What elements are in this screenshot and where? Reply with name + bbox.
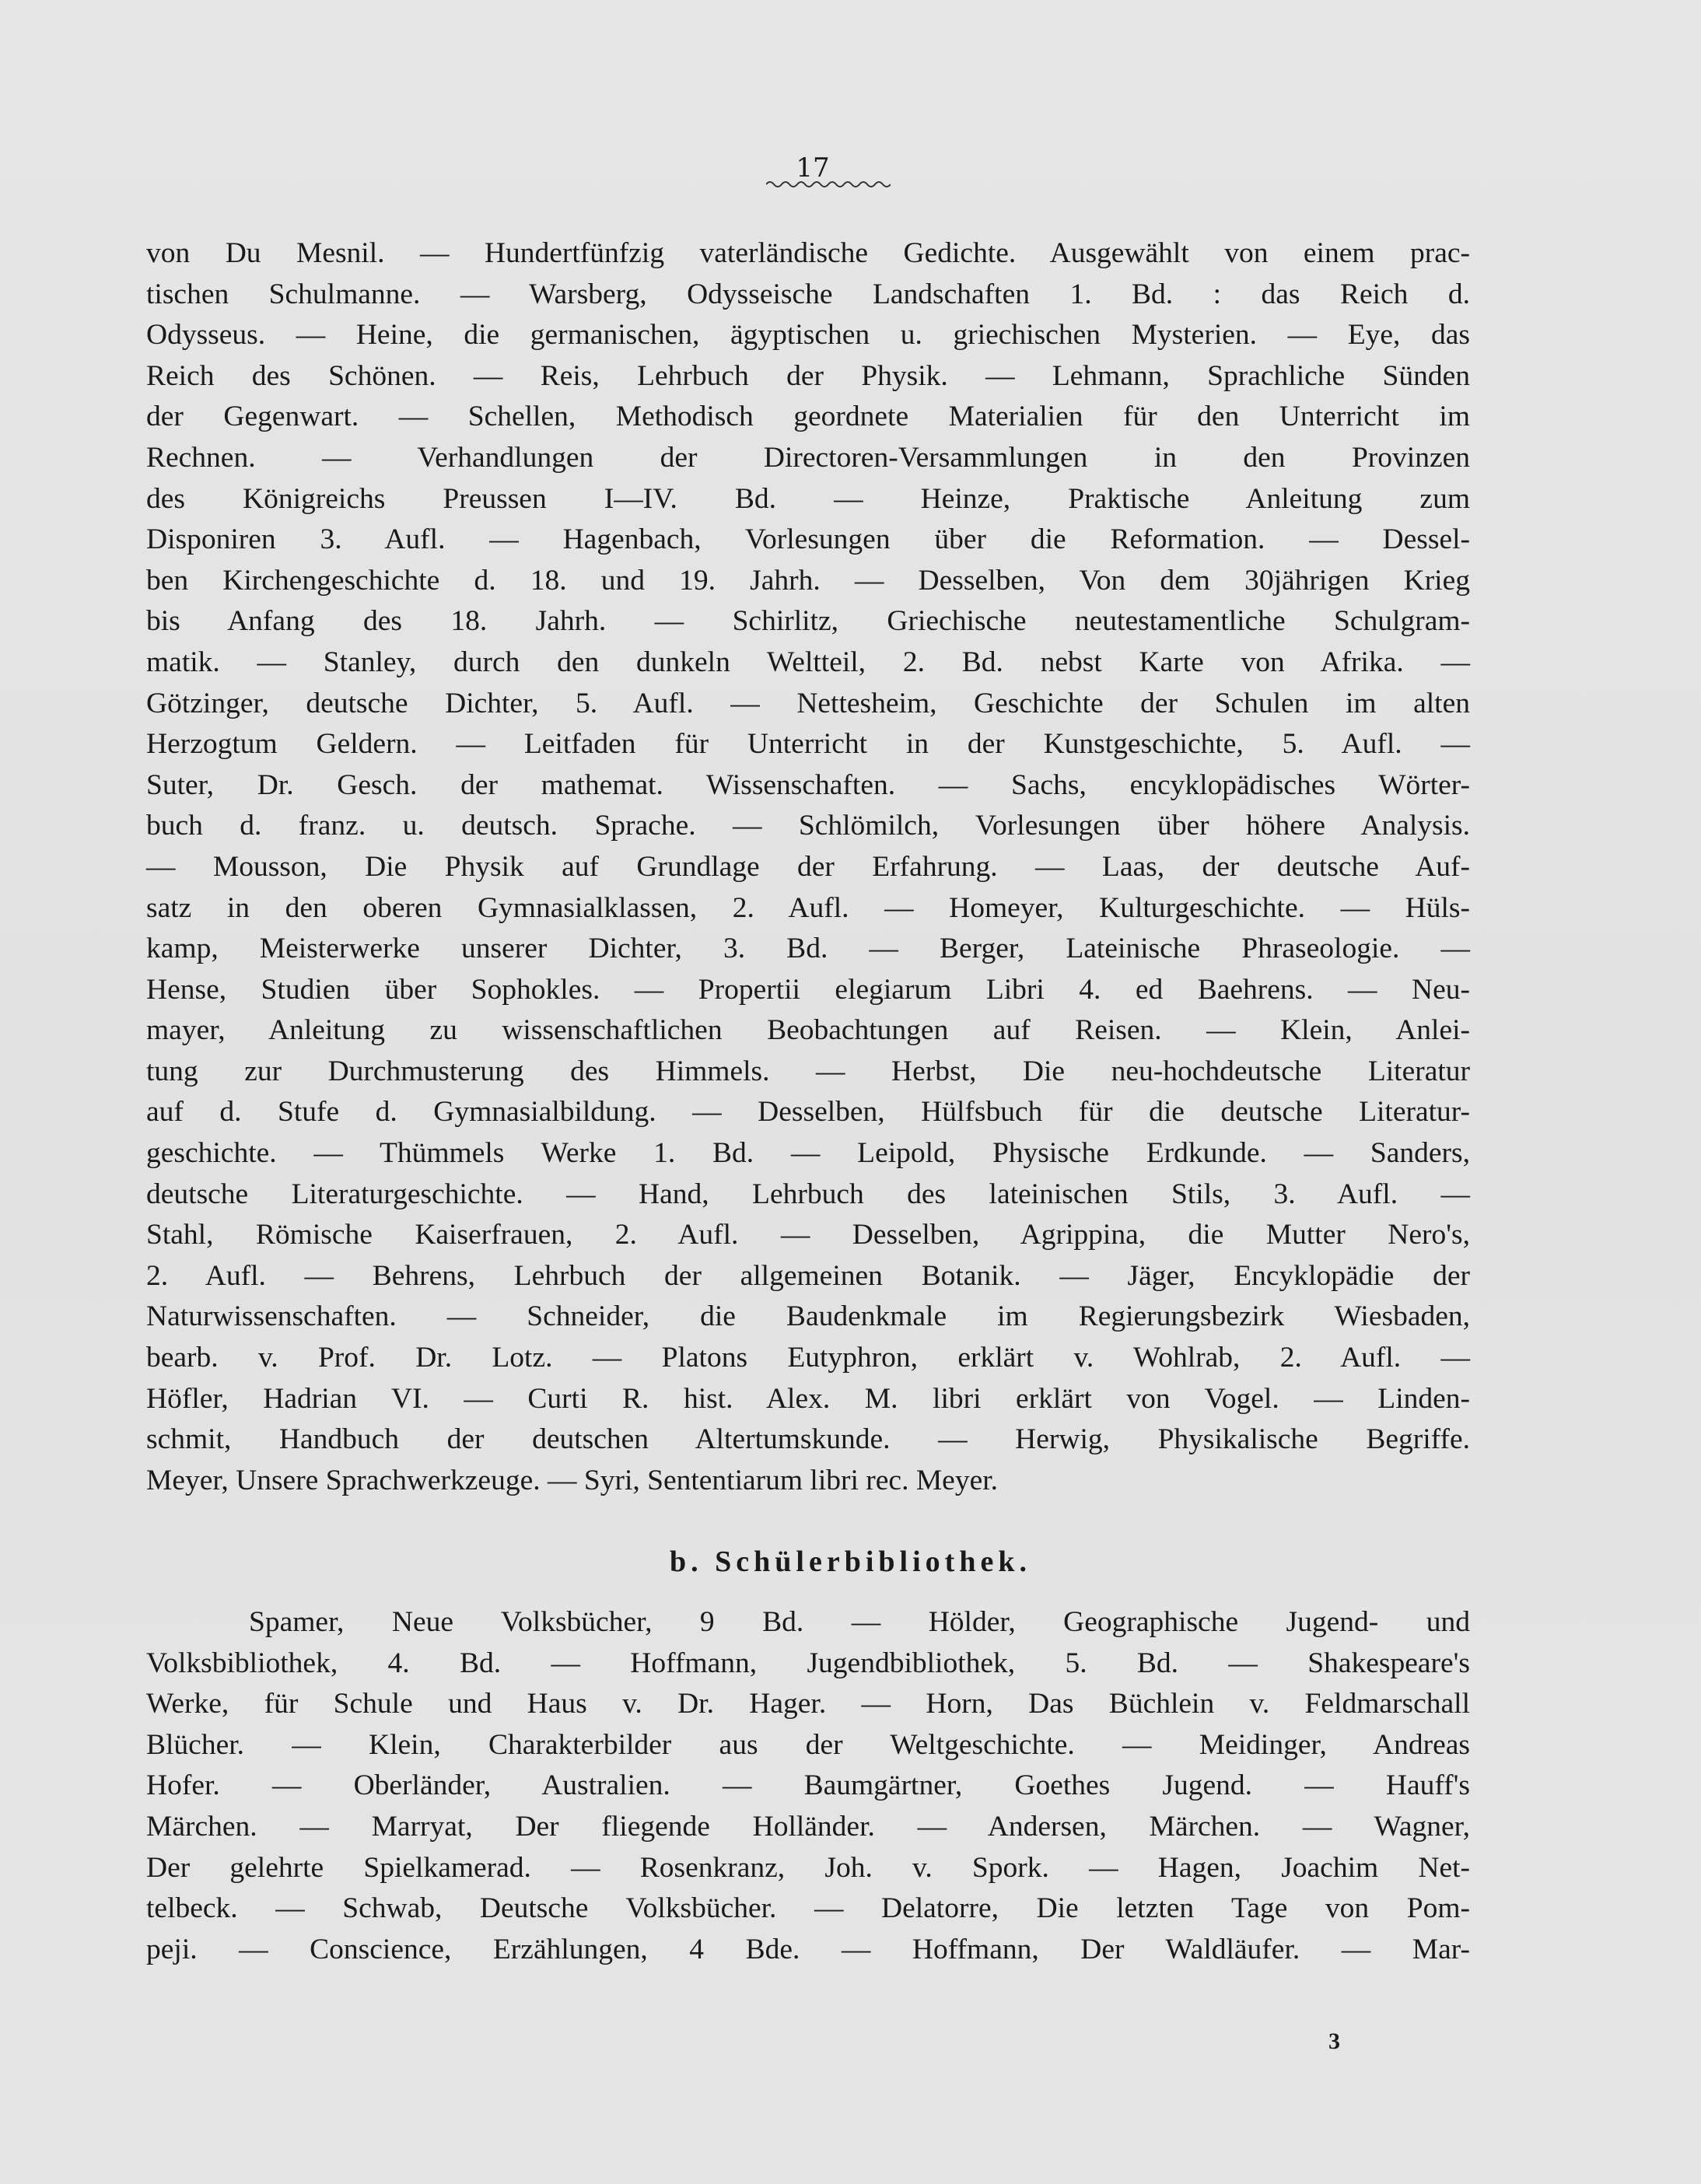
- text-line: matik. — Stanley, durch den dunkeln Weltteil, 2. Bd. nebst Karte von Afrika. —: [146, 646, 1470, 678]
- text-line: satz in den oberen Gymnasialklassen, 2. Aufl. — Homeyer, Kulturgeschichte. — Hüls-: [146, 891, 1470, 924]
- text-line: bis Anfang des 18. Jahrh. — Schirlitz, Griechische neutestamentliche Schulgram-: [146, 605, 1470, 638]
- text-line: ben Kirchengeschichte d. 18. und 19. Jahrh. — Desselben, Von dem 30jährigen Krieg: [146, 564, 1470, 597]
- text-line: kamp, Meisterwerke unserer Dichter, 3. Bd. — Berger, Lateinische Phraseologie. —: [146, 933, 1470, 965]
- text-line: mayer, Anleitung zu wissenschaftlichen Beobachtungen auf Reisen. — Klein, Anlei-: [146, 1014, 1470, 1047]
- text-line: Herzogtum Geldern. — Leitfaden für Unterricht in der Kunstgeschichte, 5. Aufl. —: [146, 728, 1470, 761]
- text-line: der Gegenwart. — Schellen, Methodisch geordnete Materialien für den Unterricht im: [146, 401, 1470, 433]
- text-line: schmit, Handbuch der deutschen Altertumskunde. — Herwig, Physikalische Begriffe.: [146, 1423, 1470, 1456]
- text-line: Naturwissenschaften. — Schneider, die Baudenkmale im Regierungsbezirk Wiesbaden,: [146, 1300, 1470, 1333]
- text-line: Der gelehrte Spielkamerad. — Rosenkranz, Joh. v. Spork. — Hagen, Joachim Net-: [146, 1851, 1470, 1884]
- text-line: Stahl, Römische Kaiserfrauen, 2. Aufl. — Desselben, Agrippina, die Mutter Nero's,: [146, 1219, 1470, 1251]
- text-line: Hofer. — Oberländer, Australien. — Baumgärtner, Goethes Jugend. — Hauff's: [146, 1769, 1470, 1802]
- text-line: buch d. franz. u. deutsch. Sprache. — Schlömilch, Vorlesungen über höhere Analysis.: [146, 810, 1470, 842]
- text-line: telbeck. — Schwab, Deutsche Volksbücher. — Delatorre, Die letzten Tage von Pom-: [146, 1892, 1470, 1925]
- text-line: Märchen. — Marryat, Der fliegende Holländer. — Andersen, Märchen. — Wagner,: [146, 1810, 1470, 1843]
- text-line: von Du Mesnil. — Hundertfünfzig vaterländische Gedichte. Ausgewählt von einem prac-: [146, 237, 1470, 269]
- text-line: Disponiren 3. Aufl. — Hagenbach, Vorlesungen über die Reformation. — Dessel-: [146, 523, 1470, 556]
- wavy-rule-ornament: [766, 179, 891, 190]
- text-line: Höfler, Hadrian VI. — Curti R. hist. Alex. M. libri erklärt von Vogel. — Linden-: [146, 1382, 1470, 1415]
- text-line: Götzinger, deutsche Dichter, 5. Aufl. — Nettesheim, Geschichte der Schulen im alten: [146, 687, 1470, 719]
- text-line: — Mousson, Die Physik auf Grundlage der Erfahrung. — Laas, der deutsche Auf-: [146, 850, 1470, 883]
- text-line: Volksbibliothek, 4. Bd. — Hoffmann, Jugendbibliothek, 5. Bd. — Shakespeare's: [146, 1647, 1470, 1679]
- text-line: tung zur Durchmusterung des Himmels. — Herbst, Die neu-hochdeutsche Literatur: [146, 1055, 1470, 1087]
- signature-mark: 3: [1328, 2028, 1340, 2054]
- text-line: Blücher. — Klein, Charakterbilder aus der Weltgeschichte. — Meidinger, Andreas: [146, 1728, 1470, 1761]
- student-library-list: [146, 1602, 1470, 1970]
- text-line: 2. Aufl. — Behrens, Lehrbuch der allgemeinen Botanik. — Jäger, Encyklopädie der: [146, 1259, 1470, 1292]
- text-line: Spamer, Neue Volksbücher, 9 Bd. — Hölder, Geographische Jugend- und: [249, 1606, 1470, 1638]
- text-line: Suter, Dr. Gesch. der mathemat. Wissenschaften. — Sachs, encyklopädisches Wörter-: [146, 768, 1470, 801]
- text-line: deutsche Literaturgeschichte. — Hand, Lehrbuch des lateinischen Stils, 3. Aufl. —: [146, 1178, 1470, 1210]
- section-heading: b. Schülerbibliothek.: [670, 1545, 1031, 1578]
- text-line: Hense, Studien über Sophokles. — Propertii elegiarum Libri 4. ed Baehrens. — Neu-: [146, 973, 1470, 1006]
- text-line: Meyer, Unsere Sprachwerkzeuge. — Syri, Sententiarum libri rec. Meyer.: [146, 1464, 999, 1496]
- text-line: Reich des Schönen. — Reis, Lehrbuch der Physik. — Lehmann, Sprachliche Sünden: [146, 359, 1470, 392]
- page-number: 17: [796, 152, 830, 184]
- teacher-library-list: [146, 233, 1470, 1501]
- text-line: des Königreichs Preussen I—IV. Bd. — Heinze, Praktische Anleitung zum: [146, 482, 1470, 515]
- text-line: Odysseus. — Heine, die germanischen, ägyptischen u. griechischen Mysterien. — Eye, das: [146, 319, 1470, 352]
- text-line: Rechnen. — Verhandlungen der Directoren-Versammlungen in den Provinzen: [146, 441, 1470, 474]
- text-line: auf d. Stufe d. Gymnasialbildung. — Desselben, Hülfsbuch für die deutsche Literatur-: [146, 1096, 1470, 1129]
- text-line: tischen Schulmanne. — Warsberg, Odysseische Landschaften 1. Bd. : das Reich d.: [146, 278, 1470, 310]
- text-line: bearb. v. Prof. Dr. Lotz. — Platons Eutyphron, erklärt v. Wohlrab, 2. Aufl. —: [146, 1342, 1470, 1374]
- text-line: peji. — Conscience, Erzählungen, 4 Bde. — Hoffmann, Der Waldläufer. — Mar-: [146, 1933, 1470, 1965]
- text-line: geschichte. — Thümmels Werke 1. Bd. — Leipold, Physische Erdkunde. — Sanders,: [146, 1137, 1470, 1170]
- text-line: Werke, für Schule und Haus v. Dr. Hager. — Horn, Das Büchlein v. Feldmarschall: [146, 1688, 1470, 1720]
